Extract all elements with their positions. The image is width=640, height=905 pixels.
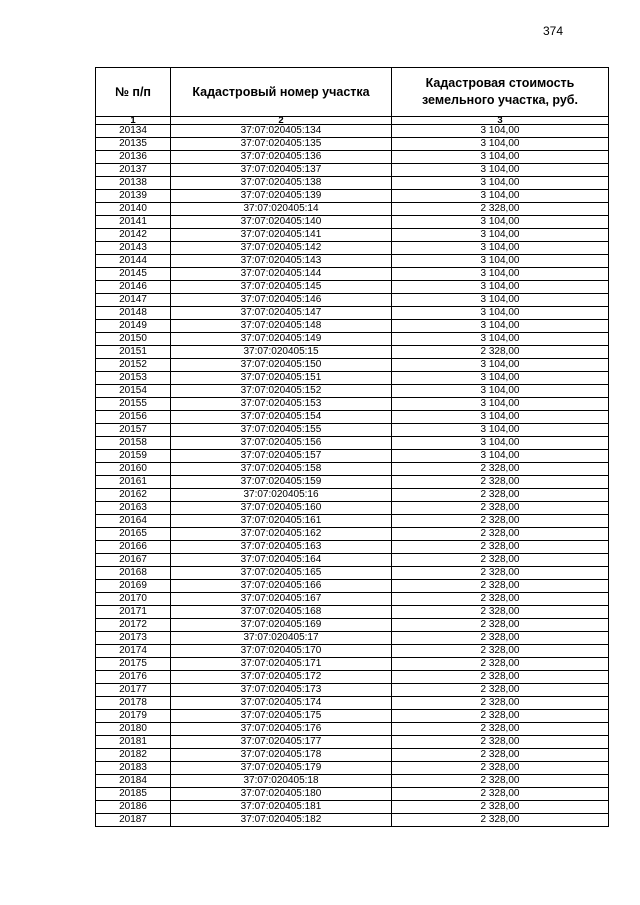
cadastral-table xyxy=(95,67,609,827)
cadastral-number-cell: 37:07:020405:18 xyxy=(171,775,392,788)
row-index-cell: 20187 xyxy=(96,814,171,827)
cadastral-number-cell: 37:07:020405:138 xyxy=(171,177,392,190)
cadastral-value-cell: 2 328,00 xyxy=(392,684,609,697)
column-number: 1 xyxy=(96,117,171,125)
header-index: № п/п xyxy=(96,68,171,117)
cadastral-number-cell: 37:07:020405:174 xyxy=(171,697,392,710)
row-index-cell: 20173 xyxy=(96,632,171,645)
column-number: 3 xyxy=(392,117,609,125)
table-row xyxy=(96,658,609,671)
table-row xyxy=(96,411,609,424)
column-number: 2 xyxy=(171,117,392,125)
cadastral-number-cell: 37:07:020405:134 xyxy=(171,125,392,138)
cadastral-number-cell: 37:07:020405:179 xyxy=(171,762,392,775)
cadastral-number-cell: 37:07:020405:137 xyxy=(171,164,392,177)
table-row xyxy=(96,541,609,554)
cadastral-number-cell: 37:07:020405:140 xyxy=(171,216,392,229)
row-index-cell: 20167 xyxy=(96,554,171,567)
cadastral-number-cell: 37:07:020405:164 xyxy=(171,554,392,567)
cadastral-number-cell: 37:07:020405:146 xyxy=(171,294,392,307)
cadastral-number-cell: 37:07:020405:161 xyxy=(171,515,392,528)
cadastral-number-cell: 37:07:020405:143 xyxy=(171,255,392,268)
cadastral-value-cell: 3 104,00 xyxy=(392,281,609,294)
row-index-cell: 20151 xyxy=(96,346,171,359)
row-index-cell: 20168 xyxy=(96,567,171,580)
row-index-cell: 20157 xyxy=(96,424,171,437)
cadastral-number-cell: 37:07:020405:139 xyxy=(171,190,392,203)
cadastral-value-cell: 3 104,00 xyxy=(392,333,609,346)
cadastral-value-cell: 2 328,00 xyxy=(392,671,609,684)
cadastral-value-cell: 3 104,00 xyxy=(392,255,609,268)
cadastral-number-cell: 37:07:020405:17 xyxy=(171,632,392,645)
table-row xyxy=(96,164,609,177)
row-index-cell: 20186 xyxy=(96,801,171,814)
table-row xyxy=(96,242,609,255)
cadastral-value-cell: 2 328,00 xyxy=(392,762,609,775)
row-index-cell: 20147 xyxy=(96,294,171,307)
table-row xyxy=(96,814,609,827)
row-index-cell: 20137 xyxy=(96,164,171,177)
cadastral-value-cell: 2 328,00 xyxy=(392,645,609,658)
cadastral-number-cell: 37:07:020405:158 xyxy=(171,463,392,476)
cadastral-value-cell: 2 328,00 xyxy=(392,723,609,736)
table-row xyxy=(96,645,609,658)
cadastral-number-cell: 37:07:020405:176 xyxy=(171,723,392,736)
cadastral-value-cell: 2 328,00 xyxy=(392,489,609,502)
row-index-cell: 20172 xyxy=(96,619,171,632)
row-index-cell: 20170 xyxy=(96,593,171,606)
table-row xyxy=(96,216,609,229)
table-row xyxy=(96,398,609,411)
cadastral-value-cell: 3 104,00 xyxy=(392,242,609,255)
table-row xyxy=(96,346,609,359)
cadastral-number-cell: 37:07:020405:173 xyxy=(171,684,392,697)
row-index-cell: 20138 xyxy=(96,177,171,190)
row-index-cell: 20169 xyxy=(96,580,171,593)
cadastral-value-cell: 2 328,00 xyxy=(392,554,609,567)
cadastral-value-cell: 2 328,00 xyxy=(392,788,609,801)
row-index-cell: 20154 xyxy=(96,385,171,398)
table-row xyxy=(96,307,609,320)
row-index-cell: 20150 xyxy=(96,333,171,346)
cadastral-number-cell: 37:07:020405:144 xyxy=(171,268,392,281)
cadastral-value-cell: 3 104,00 xyxy=(392,177,609,190)
page-number: 374 xyxy=(543,24,564,38)
cadastral-value-cell: 2 328,00 xyxy=(392,710,609,723)
row-index-cell: 20163 xyxy=(96,502,171,515)
table-row xyxy=(96,762,609,775)
cadastral-number-cell: 37:07:020405:152 xyxy=(171,385,392,398)
cadastral-number-cell: 37:07:020405:166 xyxy=(171,580,392,593)
row-index-cell: 20145 xyxy=(96,268,171,281)
cadastral-number-cell: 37:07:020405:142 xyxy=(171,242,392,255)
cadastral-number-cell: 37:07:020405:154 xyxy=(171,411,392,424)
cadastral-number-cell: 37:07:020405:177 xyxy=(171,736,392,749)
row-index-cell: 20146 xyxy=(96,281,171,294)
cadastral-number-cell: 37:07:020405:156 xyxy=(171,437,392,450)
table-row xyxy=(96,177,609,190)
table-row xyxy=(96,463,609,476)
cadastral-value-cell: 3 104,00 xyxy=(392,359,609,372)
row-index-cell: 20160 xyxy=(96,463,171,476)
cadastral-value-cell: 2 328,00 xyxy=(392,632,609,645)
table-row xyxy=(96,489,609,502)
table-row xyxy=(96,528,609,541)
cadastral-number-cell: 37:07:020405:148 xyxy=(171,320,392,333)
table-row xyxy=(96,593,609,606)
cadastral-value-cell: 2 328,00 xyxy=(392,346,609,359)
table-row xyxy=(96,424,609,437)
table-row xyxy=(96,632,609,645)
cadastral-value-cell: 2 328,00 xyxy=(392,567,609,580)
row-index-cell: 20183 xyxy=(96,762,171,775)
row-index-cell: 20135 xyxy=(96,138,171,151)
row-index-cell: 20148 xyxy=(96,307,171,320)
cadastral-value-cell: 2 328,00 xyxy=(392,697,609,710)
row-index-cell: 20142 xyxy=(96,229,171,242)
header-row xyxy=(96,68,609,117)
cadastral-value-cell: 2 328,00 xyxy=(392,736,609,749)
cadastral-value-cell: 2 328,00 xyxy=(392,580,609,593)
table-row xyxy=(96,710,609,723)
table-row xyxy=(96,671,609,684)
row-index-cell: 20144 xyxy=(96,255,171,268)
row-index-cell: 20174 xyxy=(96,645,171,658)
cadastral-number-cell: 37:07:020405:150 xyxy=(171,359,392,372)
cadastral-number-cell: 37:07:020405:145 xyxy=(171,281,392,294)
cadastral-number-cell: 37:07:020405:162 xyxy=(171,528,392,541)
cadastral-number-cell: 37:07:020405:153 xyxy=(171,398,392,411)
table-row xyxy=(96,554,609,567)
row-index-cell: 20141 xyxy=(96,216,171,229)
table-row xyxy=(96,281,609,294)
table-row xyxy=(96,255,609,268)
cadastral-number-cell: 37:07:020405:14 xyxy=(171,203,392,216)
cadastral-number-cell: 37:07:020405:155 xyxy=(171,424,392,437)
cadastral-number-cell: 37:07:020405:141 xyxy=(171,229,392,242)
cadastral-value-cell: 3 104,00 xyxy=(392,294,609,307)
cadastral-value-cell: 2 328,00 xyxy=(392,814,609,827)
table-row xyxy=(96,138,609,151)
row-index-cell: 20181 xyxy=(96,736,171,749)
table-row xyxy=(96,801,609,814)
table-row xyxy=(96,229,609,242)
cadastral-number-cell: 37:07:020405:178 xyxy=(171,749,392,762)
table-row xyxy=(96,190,609,203)
row-index-cell: 20143 xyxy=(96,242,171,255)
cadastral-value-cell: 3 104,00 xyxy=(392,385,609,398)
table-row xyxy=(96,294,609,307)
cadastral-value-cell: 3 104,00 xyxy=(392,398,609,411)
cadastral-number-cell: 37:07:020405:182 xyxy=(171,814,392,827)
cadastral-value-cell: 2 328,00 xyxy=(392,775,609,788)
cadastral-number-cell: 37:07:020405:175 xyxy=(171,710,392,723)
table-row xyxy=(96,723,609,736)
cadastral-number-cell: 37:07:020405:172 xyxy=(171,671,392,684)
row-index-cell: 20165 xyxy=(96,528,171,541)
row-index-cell: 20164 xyxy=(96,515,171,528)
cadastral-value-cell: 2 328,00 xyxy=(392,658,609,671)
cadastral-value-cell: 3 104,00 xyxy=(392,216,609,229)
table-row xyxy=(96,502,609,515)
cadastral-value-cell: 3 104,00 xyxy=(392,268,609,281)
row-index-cell: 20149 xyxy=(96,320,171,333)
table-row xyxy=(96,320,609,333)
table-row xyxy=(96,788,609,801)
cadastral-number-cell: 37:07:020405:147 xyxy=(171,307,392,320)
cadastral-value-cell: 2 328,00 xyxy=(392,528,609,541)
row-index-cell: 20162 xyxy=(96,489,171,502)
cadastral-number-cell: 37:07:020405:160 xyxy=(171,502,392,515)
cadastral-value-cell: 2 328,00 xyxy=(392,606,609,619)
row-index-cell: 20180 xyxy=(96,723,171,736)
table-row xyxy=(96,359,609,372)
row-index-cell: 20179 xyxy=(96,710,171,723)
cadastral-number-cell: 37:07:020405:136 xyxy=(171,151,392,164)
cadastral-value-cell: 3 104,00 xyxy=(392,424,609,437)
cadastral-value-cell: 2 328,00 xyxy=(392,476,609,489)
row-index-cell: 20136 xyxy=(96,151,171,164)
cadastral-value-cell: 2 328,00 xyxy=(392,619,609,632)
table-row xyxy=(96,372,609,385)
row-index-cell: 20139 xyxy=(96,190,171,203)
cadastral-number-cell: 37:07:020405:163 xyxy=(171,541,392,554)
row-index-cell: 20176 xyxy=(96,671,171,684)
cadastral-value-cell: 2 328,00 xyxy=(392,593,609,606)
cadastral-value-cell: 2 328,00 xyxy=(392,749,609,762)
cadastral-number-cell: 37:07:020405:167 xyxy=(171,593,392,606)
cadastral-value-cell: 3 104,00 xyxy=(392,151,609,164)
cadastral-value-cell: 3 104,00 xyxy=(392,229,609,242)
cadastral-number-cell: 37:07:020405:159 xyxy=(171,476,392,489)
table-body xyxy=(96,125,609,827)
cadastral-number-cell: 37:07:020405:151 xyxy=(171,372,392,385)
cadastral-number-cell: 37:07:020405:165 xyxy=(171,567,392,580)
table-row xyxy=(96,580,609,593)
table-row xyxy=(96,684,609,697)
cadastral-number-cell: 37:07:020405:181 xyxy=(171,801,392,814)
table-row xyxy=(96,567,609,580)
row-index-cell: 20175 xyxy=(96,658,171,671)
cadastral-value-cell: 2 328,00 xyxy=(392,801,609,814)
row-index-cell: 20158 xyxy=(96,437,171,450)
table-row xyxy=(96,619,609,632)
row-index-cell: 20153 xyxy=(96,372,171,385)
cadastral-number-cell: 37:07:020405:157 xyxy=(171,450,392,463)
cadastral-value-cell: 3 104,00 xyxy=(392,411,609,424)
table-row xyxy=(96,736,609,749)
cadastral-number-cell: 37:07:020405:149 xyxy=(171,333,392,346)
table-row xyxy=(96,749,609,762)
table-row xyxy=(96,775,609,788)
row-index-cell: 20182 xyxy=(96,749,171,762)
column-number-row xyxy=(96,117,609,125)
cadastral-number-cell: 37:07:020405:170 xyxy=(171,645,392,658)
row-index-cell: 20177 xyxy=(96,684,171,697)
cadastral-value-cell: 3 104,00 xyxy=(392,307,609,320)
table-row xyxy=(96,697,609,710)
cadastral-value-cell: 2 328,00 xyxy=(392,463,609,476)
row-index-cell: 20140 xyxy=(96,203,171,216)
cadastral-number-cell: 37:07:020405:16 xyxy=(171,489,392,502)
cadastral-number-cell: 37:07:020405:15 xyxy=(171,346,392,359)
header-cadastral-number: Кадастровый номер участка xyxy=(171,68,392,117)
table-row xyxy=(96,151,609,164)
cadastral-number-cell: 37:07:020405:180 xyxy=(171,788,392,801)
row-index-cell: 20156 xyxy=(96,411,171,424)
row-index-cell: 20159 xyxy=(96,450,171,463)
row-index-cell: 20178 xyxy=(96,697,171,710)
cadastral-value-cell: 3 104,00 xyxy=(392,450,609,463)
cadastral-value-cell: 3 104,00 xyxy=(392,190,609,203)
cadastral-number-cell: 37:07:020405:171 xyxy=(171,658,392,671)
cadastral-value-cell: 2 328,00 xyxy=(392,203,609,216)
header-cadastral-value: Кадастровая стоимость земельного участка, руб. xyxy=(392,68,609,117)
row-index-cell: 20166 xyxy=(96,541,171,554)
table-row xyxy=(96,437,609,450)
cadastral-value-cell: 3 104,00 xyxy=(392,372,609,385)
row-index-cell: 20184 xyxy=(96,775,171,788)
row-index-cell: 20134 xyxy=(96,125,171,138)
cadastral-number-cell: 37:07:020405:168 xyxy=(171,606,392,619)
row-index-cell: 20171 xyxy=(96,606,171,619)
row-index-cell: 20161 xyxy=(96,476,171,489)
table-row xyxy=(96,333,609,346)
table-row xyxy=(96,450,609,463)
table-row xyxy=(96,385,609,398)
cadastral-value-cell: 3 104,00 xyxy=(392,320,609,333)
row-index-cell: 20155 xyxy=(96,398,171,411)
row-index-cell: 20185 xyxy=(96,788,171,801)
cadastral-value-cell: 3 104,00 xyxy=(392,164,609,177)
table-row xyxy=(96,515,609,528)
table-row xyxy=(96,476,609,489)
cadastral-value-cell: 2 328,00 xyxy=(392,502,609,515)
table-row xyxy=(96,606,609,619)
cadastral-value-cell: 3 104,00 xyxy=(392,138,609,151)
row-index-cell: 20152 xyxy=(96,359,171,372)
cadastral-value-cell: 3 104,00 xyxy=(392,437,609,450)
cadastral-number-cell: 37:07:020405:135 xyxy=(171,138,392,151)
table-header xyxy=(96,68,609,125)
table-row xyxy=(96,203,609,216)
cadastral-number-cell: 37:07:020405:169 xyxy=(171,619,392,632)
cadastral-value-cell: 3 104,00 xyxy=(392,125,609,138)
cadastral-value-cell: 2 328,00 xyxy=(392,541,609,554)
cadastral-value-cell: 2 328,00 xyxy=(392,515,609,528)
table-row xyxy=(96,125,609,138)
table-row xyxy=(96,268,609,281)
